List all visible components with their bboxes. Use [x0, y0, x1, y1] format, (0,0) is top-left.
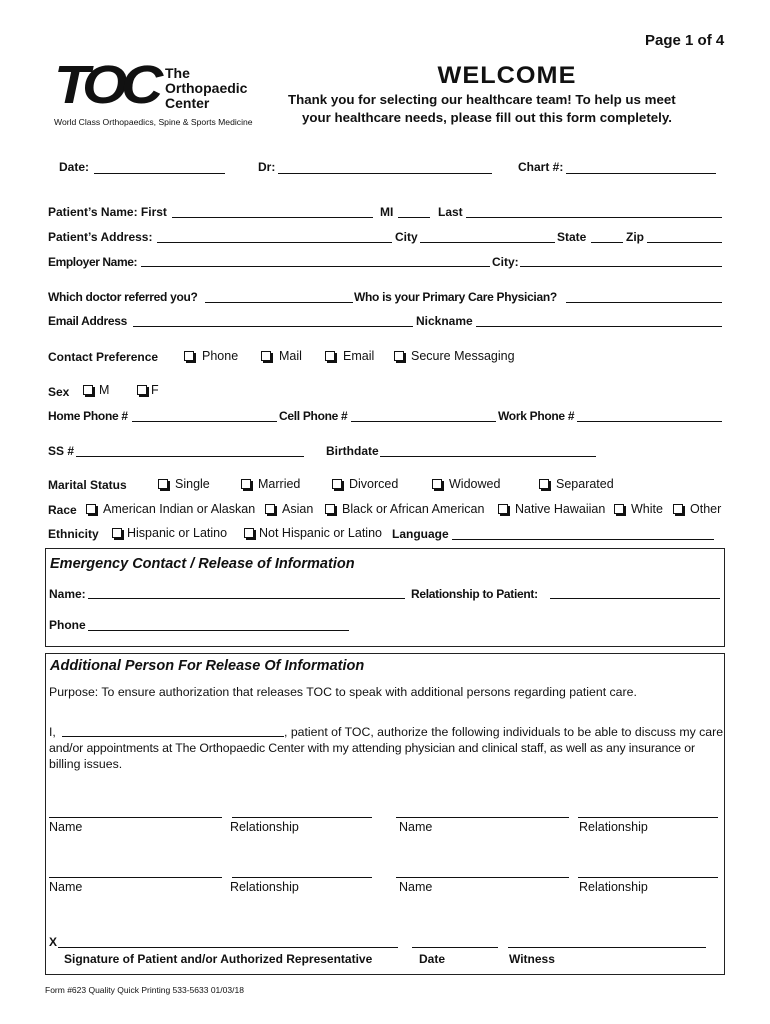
chart-label: Chart #:	[518, 160, 564, 174]
logo-name-line2: Orthopaedic	[165, 80, 248, 96]
emergency-relationship-field[interactable]	[550, 598, 720, 599]
language-label: Language	[392, 527, 449, 541]
city-field[interactable]	[420, 242, 555, 243]
nickname-field[interactable]	[476, 326, 722, 327]
authorized-relationship-2-label: Relationship	[579, 820, 648, 834]
race-white-label: White	[631, 502, 663, 516]
ethnicity-label: Ethnicity	[48, 527, 99, 541]
marital-single-label: Single	[175, 477, 210, 491]
sex-m-label: M	[99, 383, 110, 397]
authorized-name-1-label: Name	[49, 820, 83, 834]
logo-tagline: World Class Orthopaedics, Spine & Sports Medicine	[54, 117, 253, 127]
work-phone-field[interactable]	[577, 421, 722, 422]
work-phone-label: Work Phone #	[498, 409, 575, 423]
authorized-name-3-field[interactable]	[49, 877, 222, 878]
state-field[interactable]	[591, 242, 623, 243]
employer-name-field[interactable]	[141, 266, 490, 267]
race-asian-label: Asian	[282, 502, 314, 516]
state-label: State	[557, 230, 587, 244]
employer-name-label: Employer Name:	[48, 255, 138, 269]
witness-label: Witness	[509, 952, 555, 966]
email-address-label: Email Address	[48, 314, 128, 328]
race-american-indian-checkbox[interactable]	[86, 504, 96, 514]
authorized-relationship-3-field[interactable]	[232, 877, 372, 878]
emergency-phone-field[interactable]	[88, 630, 349, 631]
last-name-label: Last	[438, 205, 463, 219]
birthdate-label: Birthdate	[326, 444, 379, 458]
referred-by-label: Which doctor referred you?	[48, 290, 198, 304]
date-label: Date:	[59, 160, 90, 174]
authorized-name-3-label: Name	[49, 880, 83, 894]
sex-f-checkbox[interactable]	[137, 385, 147, 395]
language-field[interactable]	[452, 539, 714, 540]
welcome-title: WELCOME	[437, 62, 577, 89]
zip-field[interactable]	[647, 242, 722, 243]
race-black-checkbox[interactable]	[325, 504, 335, 514]
sex-f-label: F	[151, 383, 159, 397]
ethnicity-hispanic-checkbox[interactable]	[112, 528, 122, 538]
ethnicity-hispanic-label: Hispanic or Latino	[127, 526, 228, 540]
additional-person-section	[45, 653, 725, 975]
marital-married-checkbox[interactable]	[241, 479, 251, 489]
race-other-checkbox[interactable]	[673, 504, 683, 514]
contact-secure-messaging-label: Secure Messaging	[411, 349, 515, 363]
race-american-indian-label: American Indian or Alaskan	[103, 502, 256, 516]
dr-field[interactable]	[278, 173, 492, 174]
race-label: Race	[48, 503, 77, 517]
marital-widowed-label: Widowed	[449, 477, 501, 491]
contact-mail-checkbox[interactable]	[261, 351, 271, 361]
authorized-relationship-2-field[interactable]	[578, 817, 718, 818]
chart-field[interactable]	[566, 173, 716, 174]
signature-date-label: Date	[419, 952, 446, 966]
dr-label: Dr:	[258, 160, 276, 174]
emergency-contact-heading: Emergency Contact / Release of Information	[50, 556, 355, 572]
auth-line3: billing issues.	[49, 757, 123, 771]
race-native-hawaiian-checkbox[interactable]	[498, 504, 508, 514]
race-asian-checkbox[interactable]	[265, 504, 275, 514]
sex-label: Sex	[48, 385, 70, 399]
form-footer: Form #623 Quality Quick Printing 533-5633 01/03/18	[45, 985, 244, 995]
mi-field[interactable]	[398, 217, 430, 218]
purpose-text: Purpose: To ensure authorization that releases TOC to speak with additional persons regarding patient care.	[49, 685, 637, 699]
auth-prefix: I,	[49, 725, 56, 739]
marital-divorced-label: Divorced	[349, 477, 399, 491]
logo-name-line3: Center	[165, 95, 210, 111]
patient-first-name-field[interactable]	[172, 217, 373, 218]
home-phone-field[interactable]	[132, 421, 277, 422]
marital-widowed-checkbox[interactable]	[432, 479, 442, 489]
auth-line2: and/or appointments at The Orthopaedic Center with my attending physician and clinical staff, as well as any insurance or	[49, 741, 696, 755]
welcome-subtitle-line2: your healthcare needs, please fill out this form completely.	[302, 110, 672, 125]
race-other-label: Other	[690, 502, 722, 516]
authorized-name-1-field[interactable]	[49, 817, 222, 818]
authorized-name-2-label: Name	[399, 820, 433, 834]
authorized-relationship-4-label: Relationship	[579, 880, 648, 894]
marital-married-label: Married	[258, 477, 301, 491]
ethnicity-not-hispanic-label: Not Hispanic or Latino	[259, 526, 382, 540]
race-white-checkbox[interactable]	[614, 504, 624, 514]
signature-x-mark: X	[49, 935, 58, 949]
signature-field[interactable]	[58, 947, 398, 948]
ss-label: SS #	[48, 444, 75, 458]
date-field[interactable]	[94, 173, 225, 174]
primary-care-label: Who is your Primary Care Physician?	[354, 290, 557, 304]
signature-date-field[interactable]	[412, 947, 498, 948]
sex-m-checkbox[interactable]	[83, 385, 93, 395]
email-address-field[interactable]	[133, 326, 413, 327]
ethnicity-not-hispanic-checkbox[interactable]	[244, 528, 254, 538]
ss-field[interactable]	[76, 456, 304, 457]
page-number: Page 1 of 4	[645, 32, 725, 49]
auth-line1: , patient of TOC, authorize the following individuals to be able to discuss my care	[284, 725, 724, 739]
contact-secure-messaging-checkbox[interactable]	[394, 351, 404, 361]
logo-name-line1: The	[165, 65, 190, 81]
last-name-field[interactable]	[466, 217, 722, 218]
marital-divorced-checkbox[interactable]	[332, 479, 342, 489]
authorized-relationship-1-field[interactable]	[232, 817, 372, 818]
contact-email-checkbox[interactable]	[325, 351, 335, 361]
patient-first-name-label: Patient’s Name: First	[48, 205, 167, 219]
nickname-label: Nickname	[416, 314, 473, 328]
contact-phone-checkbox[interactable]	[184, 351, 194, 361]
race-native-hawaiian-label: Native Hawaiian	[515, 502, 606, 516]
employer-city-field[interactable]	[520, 266, 722, 267]
contact-mail-label: Mail	[279, 349, 302, 363]
city-label: City	[395, 230, 418, 244]
contact-preference-label: Contact Preference	[48, 350, 159, 364]
patient-address-field[interactable]	[157, 242, 392, 243]
authorized-name-2-field[interactable]	[396, 817, 569, 818]
emergency-phone-label: Phone	[49, 618, 86, 632]
zip-label: Zip	[626, 230, 644, 244]
authorized-relationship-3-label: Relationship	[230, 880, 299, 894]
auth-patient-name-field[interactable]	[62, 736, 284, 737]
welcome-subtitle-line1: Thank you for selecting our healthcare team! To help us meet	[288, 92, 676, 107]
birthdate-field[interactable]	[380, 456, 596, 457]
marital-separated-checkbox[interactable]	[539, 479, 549, 489]
additional-person-heading: Additional Person For Release Of Information	[50, 658, 365, 674]
home-phone-label: Home Phone #	[48, 409, 128, 423]
emergency-name-field[interactable]	[88, 598, 405, 599]
emergency-name-label: Name:	[49, 587, 86, 601]
signature-label: Signature of Patient and/or Authorized Representative	[64, 952, 373, 966]
employer-city-label: City:	[492, 255, 519, 269]
contact-email-label: Email	[343, 349, 375, 363]
cell-phone-field[interactable]	[351, 421, 496, 422]
race-black-label: Black or African American	[342, 502, 485, 516]
witness-field[interactable]	[508, 947, 706, 948]
authorized-name-4-field[interactable]	[396, 877, 569, 878]
primary-care-field[interactable]	[566, 302, 722, 303]
marital-separated-label: Separated	[556, 477, 614, 491]
logo-mark: TOC	[54, 55, 157, 115]
patient-address-label: Patient’s Address:	[48, 230, 153, 244]
authorized-name-4-label: Name	[399, 880, 433, 894]
authorized-relationship-4-field[interactable]	[578, 877, 718, 878]
marital-single-checkbox[interactable]	[158, 479, 168, 489]
cell-phone-label: Cell Phone #	[279, 409, 348, 423]
emergency-relationship-label: Relationship to Patient:	[411, 587, 538, 601]
authorized-relationship-1-label: Relationship	[230, 820, 299, 834]
referred-by-field[interactable]	[205, 302, 353, 303]
marital-status-label: Marital Status	[48, 478, 127, 492]
contact-phone-label: Phone	[202, 349, 239, 363]
mi-label: MI	[380, 205, 394, 219]
